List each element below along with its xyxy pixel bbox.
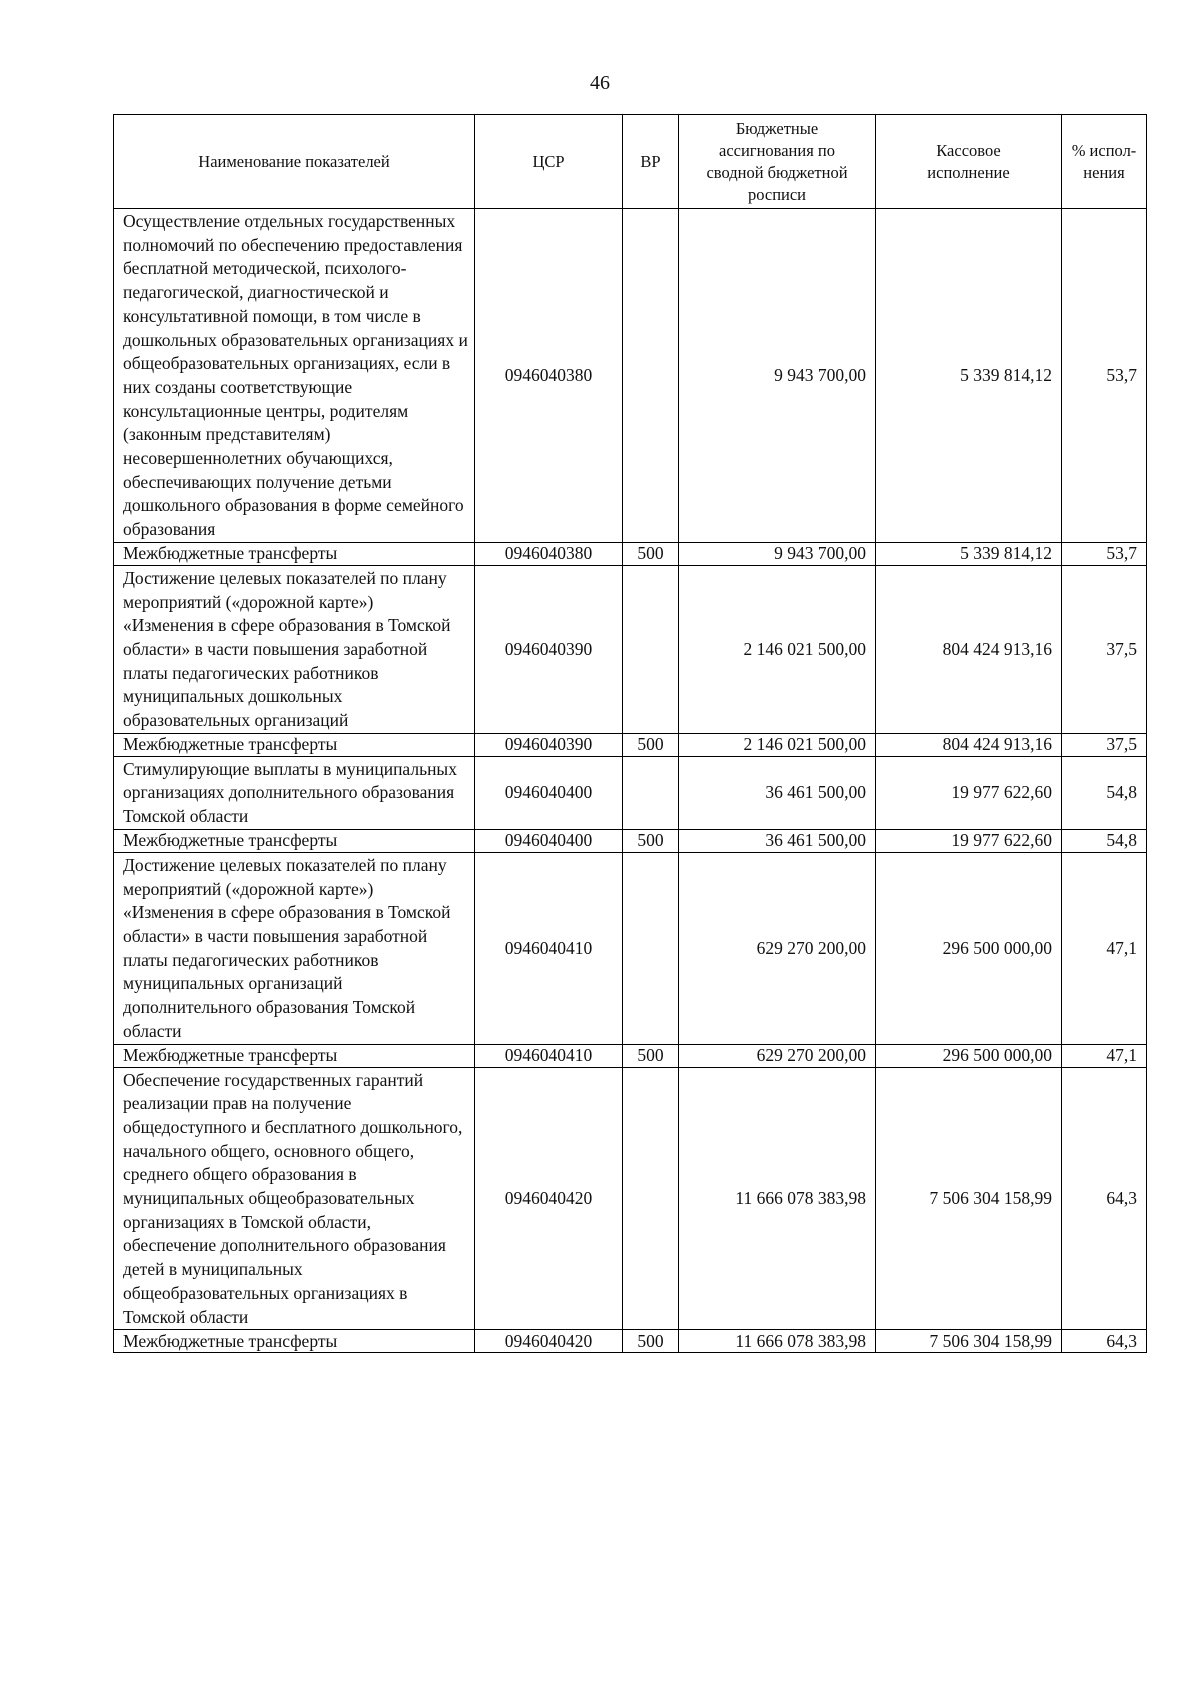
row-budget: 2 146 021 500,00 xyxy=(679,565,876,733)
row-vr: 500 xyxy=(623,1044,679,1067)
row-budget: 36 461 500,00 xyxy=(679,756,876,829)
row-csr: 0946040390 xyxy=(475,733,623,756)
table-row xyxy=(114,829,1147,852)
row-vr: 500 xyxy=(623,829,679,852)
table-header-row xyxy=(114,115,1147,209)
row-pct: 47,1 xyxy=(1062,852,1147,1044)
row-vr xyxy=(623,209,679,543)
row-name: Осуществление отдельных государственных полномочий по обеспечению предоставления бесплатной методической, психолого-педагогической, диагностической и консультативной помощи, в том числе в дошкольных образовательных организациях и общеобразовательных организациях, если в них созданы соответствующие консультационные центры, родителям (законным представителям) несовершеннолетних обучающихся, обеспечивающих получение детьми дошкольного образования в форме семейного образования xyxy=(114,209,475,543)
row-pct: 64,3 xyxy=(1062,1330,1147,1353)
row-cash: 5 339 814,12 xyxy=(876,542,1062,565)
row-vr: 500 xyxy=(623,542,679,565)
row-csr: 0946040410 xyxy=(475,1044,623,1067)
table-row xyxy=(114,209,1147,543)
row-csr: 0946040380 xyxy=(475,542,623,565)
row-vr xyxy=(623,1067,679,1330)
row-budget: 629 270 200,00 xyxy=(679,852,876,1044)
row-budget: 11 666 078 383,98 xyxy=(679,1330,876,1353)
header-cash: Кассовое исполнение xyxy=(876,115,1062,209)
row-vr: 500 xyxy=(623,1330,679,1353)
table-row xyxy=(114,565,1147,733)
row-pct: 54,8 xyxy=(1062,756,1147,829)
row-name: Межбюджетные трансферты xyxy=(114,1330,475,1353)
row-cash: 804 424 913,16 xyxy=(876,565,1062,733)
row-vr: 500 xyxy=(623,733,679,756)
budget-execution-table xyxy=(113,114,1147,1353)
header-name: Наименование показателей xyxy=(114,115,475,209)
row-pct: 53,7 xyxy=(1062,542,1147,565)
row-name: Обеспечение государственных гарантий реализации прав на получение общедоступного и бесплатного дошкольного, начального общего, основного общего, среднего общего образования в муниципальных общеобразовательных организациях в Томской области, обеспечение дополнительного образования детей в муниципальных общеобразовательных организациях в Томской области xyxy=(114,1067,475,1330)
row-csr: 0946040390 xyxy=(475,565,623,733)
row-budget: 9 943 700,00 xyxy=(679,209,876,543)
row-pct: 37,5 xyxy=(1062,565,1147,733)
row-cash: 804 424 913,16 xyxy=(876,733,1062,756)
row-budget: 2 146 021 500,00 xyxy=(679,733,876,756)
row-cash: 7 506 304 158,99 xyxy=(876,1067,1062,1330)
header-vr: ВР xyxy=(623,115,679,209)
row-vr xyxy=(623,756,679,829)
header-csr: ЦСР xyxy=(475,115,623,209)
row-name: Межбюджетные трансферты xyxy=(114,829,475,852)
row-pct: 64,3 xyxy=(1062,1067,1147,1330)
table-row xyxy=(114,1330,1147,1353)
row-budget: 11 666 078 383,98 xyxy=(679,1067,876,1330)
header-budget: Бюджетные ассигнования по сводной бюджетной росписи xyxy=(679,115,876,209)
row-pct: 53,7 xyxy=(1062,209,1147,543)
row-name: Достижение целевых показателей по плану мероприятий («дорожной карте») «Изменения в сфере образования в Томской области» в части повышения заработной платы педагогических работников муниципальных дошкольных образовательных организаций xyxy=(114,565,475,733)
header-pct: % испол-нения xyxy=(1062,115,1147,209)
table-row xyxy=(114,852,1147,1044)
row-csr: 0946040380 xyxy=(475,209,623,543)
row-name: Достижение целевых показателей по плану мероприятий («дорожной карте») «Изменения в сфере образования в Томской области» в части повышения заработной платы педагогических работников муниципальных организаций дополнительного образования Томской области xyxy=(114,852,475,1044)
row-cash: 19 977 622,60 xyxy=(876,756,1062,829)
table-row xyxy=(114,756,1147,829)
row-cash: 5 339 814,12 xyxy=(876,209,1062,543)
row-name: Стимулирующие выплаты в муниципальных организациях дополнительного образования Томской области xyxy=(114,756,475,829)
row-cash: 7 506 304 158,99 xyxy=(876,1330,1062,1353)
row-name: Межбюджетные трансферты xyxy=(114,733,475,756)
row-pct: 47,1 xyxy=(1062,1044,1147,1067)
row-budget: 629 270 200,00 xyxy=(679,1044,876,1067)
table-row xyxy=(114,733,1147,756)
row-cash: 296 500 000,00 xyxy=(876,852,1062,1044)
row-pct: 37,5 xyxy=(1062,733,1147,756)
row-budget: 36 461 500,00 xyxy=(679,829,876,852)
row-budget: 9 943 700,00 xyxy=(679,542,876,565)
row-cash: 296 500 000,00 xyxy=(876,1044,1062,1067)
table-row xyxy=(114,542,1147,565)
row-vr xyxy=(623,852,679,1044)
table-row xyxy=(114,1067,1147,1330)
page-number: 46 xyxy=(590,72,610,94)
row-csr: 0946040400 xyxy=(475,829,623,852)
row-csr: 0946040420 xyxy=(475,1067,623,1330)
row-vr xyxy=(623,565,679,733)
row-cash: 19 977 622,60 xyxy=(876,829,1062,852)
row-csr: 0946040400 xyxy=(475,756,623,829)
row-name: Межбюджетные трансферты xyxy=(114,1044,475,1067)
row-csr: 0946040410 xyxy=(475,852,623,1044)
row-name: Межбюджетные трансферты xyxy=(114,542,475,565)
row-csr: 0946040420 xyxy=(475,1330,623,1353)
table-row xyxy=(114,1044,1147,1067)
row-pct: 54,8 xyxy=(1062,829,1147,852)
